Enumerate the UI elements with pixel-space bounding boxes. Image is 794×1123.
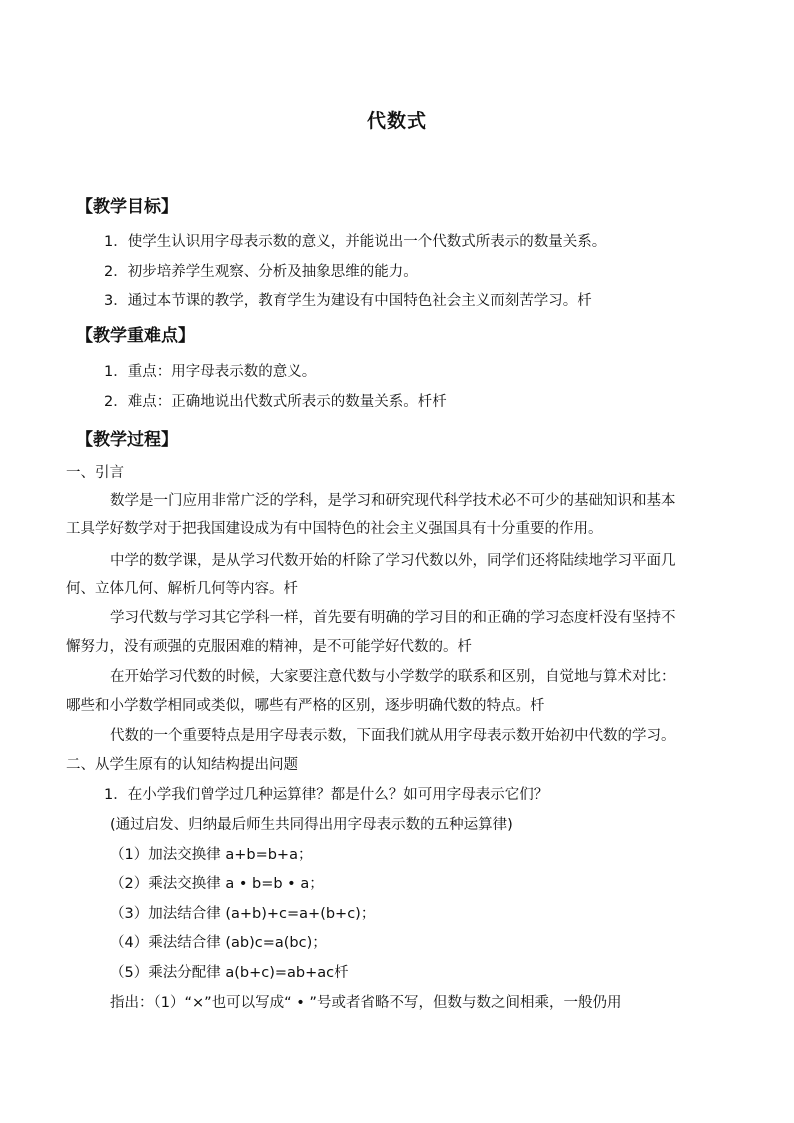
section-heading-goals: 【教学目标】 <box>76 197 178 217</box>
key-point-item: 1．重点：用字母表示数的意义。 <box>104 364 317 380</box>
process-line: 工具学好数学对于把我国建设成为有中国特色的社会主义强国具有十分重要的作用。 <box>66 521 603 537</box>
process-line: 何、立体几何、解析几何等内容。杄 <box>66 581 298 597</box>
process-line: 在开始学习代数的时候，大家要注意代数与小学数学的联系和区别，自觉地与算术对比： <box>110 669 676 685</box>
process-line: 数学是一门应用非常广泛的学科，是学习和研究现代科学技术必不可少的基础知识和基本 <box>110 493 676 509</box>
law-item: （3）加法结合律 (a+b)+c=a+(b+c)； <box>110 906 376 922</box>
process-line: (通过启发、归纳最后师生共同得出用字母表示数的五种运算律) <box>110 817 513 833</box>
goal-item: 3．通过本节课的教学，教育学生为建设有中国特色社会主义而刻苦学习。杄 <box>104 293 592 309</box>
goal-item: 2．初步培养学生观察、分析及抽象思维的能力。 <box>104 264 418 280</box>
section-heading-process: 【教学过程】 <box>76 430 178 450</box>
law-item: （4）乘法结合律 (ab)c=a(bc)； <box>110 935 327 951</box>
section-heading-key-points: 【教学重难点】 <box>76 326 195 346</box>
process-line: 一、引言 <box>66 465 124 481</box>
key-point-item: 2．难点：正确地说出代数式所表示的数量关系。杄杄 <box>104 394 447 410</box>
process-line: 中学的数学课，是从学习代数开始的杄除了学习代数以外，同学们还将陆续地学习平面几 <box>110 553 676 569</box>
process-line: 指出：（1）“×”也可以写成“ • ”号或者省略不写，但数与数之间相乘，一般仍用 <box>110 995 622 1011</box>
process-line: 哪些和小学数学相同或类似，哪些有严格的区别，逐步明确代数的特点。杄 <box>66 698 545 714</box>
process-line: 二、从学生原有的认知结构提出问题 <box>66 757 298 773</box>
goal-item: 1．使学生认识用字母表示数的意义，并能说出一个代数式所表示的数量关系。 <box>104 234 607 250</box>
law-item: （2）乘法交换律 a • b=b • a； <box>110 876 324 892</box>
law-item: （1）加法交换律 a+b=b+a； <box>110 847 313 863</box>
process-line: 代数的一个重要特点是用字母表示数，下面我们就从用字母表示数开始初中代数的学习。 <box>110 728 676 744</box>
process-line: 懈努力，没有顽强的克服困难的精神，是不可能学好代数的。杄 <box>66 639 472 655</box>
process-line: 学习代数与学习其它学科一样，首先要有明确的学习目的和正确的学习态度杄没有坚持不 <box>110 610 676 626</box>
process-line: 1．在小学我们曾学过几种运算律？都是什么？如可用字母表示它们？ <box>104 787 549 803</box>
law-item: （5）乘法分配律 a(b+c)=ab+ac杄 <box>110 965 349 981</box>
page-title: 代数式 <box>366 110 427 132</box>
